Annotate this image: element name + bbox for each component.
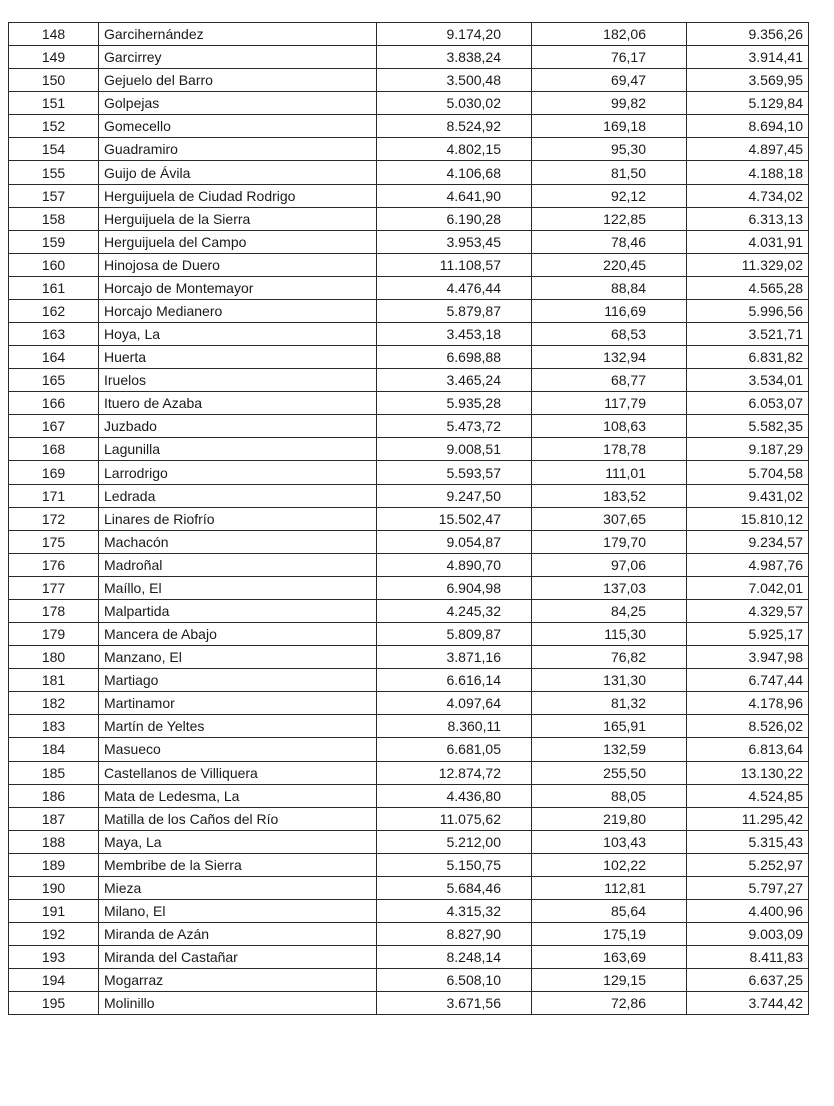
row-number-cell: 182: [9, 692, 99, 715]
amount-total-cell: 6.313,13: [687, 207, 809, 230]
row-number-cell: 169: [9, 461, 99, 484]
amount-b-cell: 132,59: [532, 738, 687, 761]
amount-total-cell: 3.534,01: [687, 369, 809, 392]
amount-total-cell: 4.987,76: [687, 553, 809, 576]
row-number-cell: 189: [9, 853, 99, 876]
amount-a-cell: 4.436,80: [377, 784, 532, 807]
amount-total-cell: 5.315,43: [687, 830, 809, 853]
table-row: [9, 830, 809, 853]
amount-a-cell: 6.508,10: [377, 969, 532, 992]
municipality-name-cell: Garcihernández: [99, 23, 377, 46]
amount-b-cell: 129,15: [532, 969, 687, 992]
amount-a-cell: 5.212,00: [377, 830, 532, 853]
municipality-name-cell: Maíllo, El: [99, 576, 377, 599]
amount-b-cell: 95,30: [532, 138, 687, 161]
amount-b-cell: 122,85: [532, 207, 687, 230]
amount-b-cell: 88,05: [532, 784, 687, 807]
row-number-cell: 186: [9, 784, 99, 807]
municipality-name-cell: Iruelos: [99, 369, 377, 392]
amount-a-cell: 4.245,32: [377, 599, 532, 622]
amount-b-cell: 132,94: [532, 346, 687, 369]
table-row: [9, 299, 809, 322]
table-row: [9, 761, 809, 784]
table-row: [9, 438, 809, 461]
amount-b-cell: 169,18: [532, 115, 687, 138]
amount-a-cell: 4.802,15: [377, 138, 532, 161]
amount-total-cell: 9.356,26: [687, 23, 809, 46]
municipality-name-cell: Membribe de la Sierra: [99, 853, 377, 876]
amount-b-cell: 165,91: [532, 715, 687, 738]
municipality-name-cell: Ituero de Azaba: [99, 392, 377, 415]
municipality-name-cell: Madroñal: [99, 553, 377, 576]
amount-a-cell: 3.838,24: [377, 46, 532, 69]
municipality-name-cell: Milano, El: [99, 899, 377, 922]
amount-a-cell: 6.904,98: [377, 576, 532, 599]
amount-total-cell: 6.053,07: [687, 392, 809, 415]
amount-total-cell: 8.411,83: [687, 946, 809, 969]
table-row: [9, 138, 809, 161]
municipality-name-cell: Gomecello: [99, 115, 377, 138]
table-row: [9, 992, 809, 1015]
row-number-cell: 167: [9, 415, 99, 438]
amount-b-cell: 76,17: [532, 46, 687, 69]
amount-b-cell: 81,50: [532, 161, 687, 184]
table-row: [9, 623, 809, 646]
table-row: [9, 392, 809, 415]
municipality-name-cell: Mieza: [99, 876, 377, 899]
amount-b-cell: 179,70: [532, 530, 687, 553]
table-row: [9, 646, 809, 669]
amount-a-cell: 3.671,56: [377, 992, 532, 1015]
row-number-cell: 188: [9, 830, 99, 853]
amount-b-cell: 85,64: [532, 899, 687, 922]
municipality-name-cell: Juzbado: [99, 415, 377, 438]
amount-b-cell: 102,22: [532, 853, 687, 876]
amount-b-cell: 115,30: [532, 623, 687, 646]
amount-total-cell: 9.003,09: [687, 923, 809, 946]
table-row: [9, 553, 809, 576]
amount-b-cell: 69,47: [532, 69, 687, 92]
row-number-cell: 152: [9, 115, 99, 138]
amount-b-cell: 97,06: [532, 553, 687, 576]
municipality-name-cell: Matilla de los Caños del Río: [99, 807, 377, 830]
amount-a-cell: 5.150,75: [377, 853, 532, 876]
row-number-cell: 164: [9, 346, 99, 369]
amount-a-cell: 5.684,46: [377, 876, 532, 899]
amount-b-cell: 117,79: [532, 392, 687, 415]
row-number-cell: 161: [9, 276, 99, 299]
table-row: [9, 323, 809, 346]
table-row: [9, 784, 809, 807]
amount-total-cell: 3.521,71: [687, 323, 809, 346]
amount-b-cell: 68,53: [532, 323, 687, 346]
amount-b-cell: 255,50: [532, 761, 687, 784]
amount-total-cell: 4.565,28: [687, 276, 809, 299]
amount-a-cell: 4.890,70: [377, 553, 532, 576]
amount-a-cell: 4.097,64: [377, 692, 532, 715]
amount-b-cell: 183,52: [532, 484, 687, 507]
table-body: [9, 23, 809, 1015]
table-row: [9, 23, 809, 46]
amount-b-cell: 131,30: [532, 669, 687, 692]
row-number-cell: 151: [9, 92, 99, 115]
row-number-cell: 165: [9, 369, 99, 392]
amount-total-cell: 5.797,27: [687, 876, 809, 899]
amount-a-cell: 3.871,16: [377, 646, 532, 669]
amount-a-cell: 8.524,92: [377, 115, 532, 138]
amount-total-cell: 9.187,29: [687, 438, 809, 461]
amount-b-cell: 175,19: [532, 923, 687, 946]
amount-b-cell: 163,69: [532, 946, 687, 969]
amount-a-cell: 4.476,44: [377, 276, 532, 299]
amount-total-cell: 6.637,25: [687, 969, 809, 992]
amount-a-cell: 6.190,28: [377, 207, 532, 230]
amount-a-cell: 4.106,68: [377, 161, 532, 184]
table-row: [9, 346, 809, 369]
amount-b-cell: 112,81: [532, 876, 687, 899]
row-number-cell: 184: [9, 738, 99, 761]
row-number-cell: 181: [9, 669, 99, 692]
amount-a-cell: 3.500,48: [377, 69, 532, 92]
amount-total-cell: 8.694,10: [687, 115, 809, 138]
row-number-cell: 183: [9, 715, 99, 738]
municipality-name-cell: Guadramiro: [99, 138, 377, 161]
table-row: [9, 899, 809, 922]
row-number-cell: 191: [9, 899, 99, 922]
row-number-cell: 195: [9, 992, 99, 1015]
row-number-cell: 166: [9, 392, 99, 415]
row-number-cell: 149: [9, 46, 99, 69]
amount-a-cell: 4.315,32: [377, 899, 532, 922]
table-row: [9, 461, 809, 484]
amount-b-cell: 307,65: [532, 507, 687, 530]
municipality-name-cell: Castellanos de Villiquera: [99, 761, 377, 784]
amount-b-cell: 81,32: [532, 692, 687, 715]
amount-a-cell: 5.879,87: [377, 299, 532, 322]
municipality-name-cell: Golpejas: [99, 92, 377, 115]
municipality-name-cell: Masueco: [99, 738, 377, 761]
amount-a-cell: 11.075,62: [377, 807, 532, 830]
amount-total-cell: 5.704,58: [687, 461, 809, 484]
amount-total-cell: 6.747,44: [687, 669, 809, 692]
table-row: [9, 715, 809, 738]
amount-b-cell: 219,80: [532, 807, 687, 830]
table-row: [9, 92, 809, 115]
amount-a-cell: 9.247,50: [377, 484, 532, 507]
table-row: [9, 484, 809, 507]
row-number-cell: 190: [9, 876, 99, 899]
municipality-name-cell: Molinillo: [99, 992, 377, 1015]
row-number-cell: 154: [9, 138, 99, 161]
amount-a-cell: 5.593,57: [377, 461, 532, 484]
amount-a-cell: 9.008,51: [377, 438, 532, 461]
row-number-cell: 187: [9, 807, 99, 830]
municipality-name-cell: Mogarraz: [99, 969, 377, 992]
amount-a-cell: 5.935,28: [377, 392, 532, 415]
row-number-cell: 158: [9, 207, 99, 230]
amount-a-cell: 4.641,90: [377, 184, 532, 207]
amount-a-cell: 9.174,20: [377, 23, 532, 46]
row-number-cell: 178: [9, 599, 99, 622]
municipality-name-cell: Guijo de Ávila: [99, 161, 377, 184]
row-number-cell: 193: [9, 946, 99, 969]
amount-total-cell: 4.329,57: [687, 599, 809, 622]
amount-a-cell: 6.681,05: [377, 738, 532, 761]
amount-total-cell: 3.569,95: [687, 69, 809, 92]
amount-total-cell: 11.329,02: [687, 253, 809, 276]
row-number-cell: 171: [9, 484, 99, 507]
amount-total-cell: 4.188,18: [687, 161, 809, 184]
municipality-name-cell: Linares de Riofrío: [99, 507, 377, 530]
amount-a-cell: 3.465,24: [377, 369, 532, 392]
amount-b-cell: 137,03: [532, 576, 687, 599]
table-row: [9, 669, 809, 692]
row-number-cell: 179: [9, 623, 99, 646]
municipality-name-cell: Herguijuela de Ciudad Rodrigo: [99, 184, 377, 207]
amount-b-cell: 84,25: [532, 599, 687, 622]
amount-total-cell: 3.914,41: [687, 46, 809, 69]
amount-b-cell: 76,82: [532, 646, 687, 669]
amount-total-cell: 9.234,57: [687, 530, 809, 553]
row-number-cell: 176: [9, 553, 99, 576]
municipality-name-cell: Martín de Yeltes: [99, 715, 377, 738]
row-number-cell: 150: [9, 69, 99, 92]
municipality-name-cell: Ledrada: [99, 484, 377, 507]
table-row: [9, 161, 809, 184]
table-row: [9, 692, 809, 715]
amount-a-cell: 11.108,57: [377, 253, 532, 276]
municipality-table: [8, 22, 809, 1015]
amount-a-cell: 3.453,18: [377, 323, 532, 346]
amount-b-cell: 111,01: [532, 461, 687, 484]
amount-a-cell: 9.054,87: [377, 530, 532, 553]
amount-total-cell: 4.734,02: [687, 184, 809, 207]
municipality-name-cell: Gejuelo del Barro: [99, 69, 377, 92]
municipality-name-cell: Malpartida: [99, 599, 377, 622]
amount-b-cell: 220,45: [532, 253, 687, 276]
row-number-cell: 163: [9, 323, 99, 346]
amount-b-cell: 116,69: [532, 299, 687, 322]
amount-a-cell: 5.030,02: [377, 92, 532, 115]
amount-total-cell: 9.431,02: [687, 484, 809, 507]
amount-a-cell: 8.360,11: [377, 715, 532, 738]
table-row: [9, 530, 809, 553]
municipality-name-cell: Herguijuela del Campo: [99, 230, 377, 253]
amount-a-cell: 5.473,72: [377, 415, 532, 438]
amount-total-cell: 5.582,35: [687, 415, 809, 438]
amount-total-cell: 3.744,42: [687, 992, 809, 1015]
municipality-name-cell: Hinojosa de Duero: [99, 253, 377, 276]
municipality-name-cell: Mancera de Abajo: [99, 623, 377, 646]
table-row: [9, 507, 809, 530]
amount-b-cell: 99,82: [532, 92, 687, 115]
amount-a-cell: 8.248,14: [377, 946, 532, 969]
amount-total-cell: 3.947,98: [687, 646, 809, 669]
amount-total-cell: 5.129,84: [687, 92, 809, 115]
amount-total-cell: 13.130,22: [687, 761, 809, 784]
amount-a-cell: 5.809,87: [377, 623, 532, 646]
amount-b-cell: 78,46: [532, 230, 687, 253]
amount-b-cell: 88,84: [532, 276, 687, 299]
document-page: [8, 22, 808, 1015]
amount-total-cell: 4.524,85: [687, 784, 809, 807]
row-number-cell: 177: [9, 576, 99, 599]
amount-b-cell: 178,78: [532, 438, 687, 461]
table-row: [9, 46, 809, 69]
amount-total-cell: 4.897,45: [687, 138, 809, 161]
amount-b-cell: 108,63: [532, 415, 687, 438]
table-row: [9, 207, 809, 230]
municipality-name-cell: Herguijuela de la Sierra: [99, 207, 377, 230]
municipality-name-cell: Miranda del Castañar: [99, 946, 377, 969]
amount-total-cell: 5.996,56: [687, 299, 809, 322]
municipality-name-cell: Machacón: [99, 530, 377, 553]
table-row: [9, 415, 809, 438]
amount-total-cell: 5.925,17: [687, 623, 809, 646]
municipality-name-cell: Hoya, La: [99, 323, 377, 346]
amount-a-cell: 8.827,90: [377, 923, 532, 946]
row-number-cell: 172: [9, 507, 99, 530]
amount-b-cell: 68,77: [532, 369, 687, 392]
municipality-name-cell: Maya, La: [99, 830, 377, 853]
amount-a-cell: 15.502,47: [377, 507, 532, 530]
amount-a-cell: 3.953,45: [377, 230, 532, 253]
amount-total-cell: 15.810,12: [687, 507, 809, 530]
table-row: [9, 115, 809, 138]
amount-total-cell: 6.813,64: [687, 738, 809, 761]
amount-total-cell: 5.252,97: [687, 853, 809, 876]
amount-a-cell: 6.698,88: [377, 346, 532, 369]
municipality-name-cell: Lagunilla: [99, 438, 377, 461]
municipality-name-cell: Huerta: [99, 346, 377, 369]
table-row: [9, 807, 809, 830]
amount-total-cell: 8.526,02: [687, 715, 809, 738]
table-row: [9, 576, 809, 599]
row-number-cell: 157: [9, 184, 99, 207]
amount-a-cell: 6.616,14: [377, 669, 532, 692]
amount-total-cell: 6.831,82: [687, 346, 809, 369]
row-number-cell: 148: [9, 23, 99, 46]
table-row: [9, 369, 809, 392]
table-row: [9, 599, 809, 622]
amount-total-cell: 4.178,96: [687, 692, 809, 715]
table-row: [9, 69, 809, 92]
amount-total-cell: 7.042,01: [687, 576, 809, 599]
municipality-name-cell: Martiago: [99, 669, 377, 692]
table-row: [9, 253, 809, 276]
row-number-cell: 194: [9, 969, 99, 992]
table-row: [9, 876, 809, 899]
table-row: [9, 276, 809, 299]
table-row: [9, 946, 809, 969]
amount-total-cell: 11.295,42: [687, 807, 809, 830]
row-number-cell: 155: [9, 161, 99, 184]
row-number-cell: 185: [9, 761, 99, 784]
row-number-cell: 175: [9, 530, 99, 553]
row-number-cell: 168: [9, 438, 99, 461]
municipality-name-cell: Garcirrey: [99, 46, 377, 69]
amount-b-cell: 182,06: [532, 23, 687, 46]
amount-b-cell: 103,43: [532, 830, 687, 853]
row-number-cell: 180: [9, 646, 99, 669]
amount-total-cell: 4.031,91: [687, 230, 809, 253]
row-number-cell: 162: [9, 299, 99, 322]
amount-total-cell: 4.400,96: [687, 899, 809, 922]
table-row: [9, 969, 809, 992]
municipality-name-cell: Martinamor: [99, 692, 377, 715]
row-number-cell: 159: [9, 230, 99, 253]
municipality-name-cell: Horcajo Medianero: [99, 299, 377, 322]
table-row: [9, 184, 809, 207]
municipality-name-cell: Larrodrigo: [99, 461, 377, 484]
table-row: [9, 853, 809, 876]
amount-b-cell: 92,12: [532, 184, 687, 207]
municipality-name-cell: Manzano, El: [99, 646, 377, 669]
row-number-cell: 160: [9, 253, 99, 276]
municipality-name-cell: Mata de Ledesma, La: [99, 784, 377, 807]
amount-a-cell: 12.874,72: [377, 761, 532, 784]
table-row: [9, 230, 809, 253]
row-number-cell: 192: [9, 923, 99, 946]
table-row: [9, 738, 809, 761]
amount-b-cell: 72,86: [532, 992, 687, 1015]
table-row: [9, 923, 809, 946]
municipality-name-cell: Horcajo de Montemayor: [99, 276, 377, 299]
municipality-name-cell: Miranda de Azán: [99, 923, 377, 946]
